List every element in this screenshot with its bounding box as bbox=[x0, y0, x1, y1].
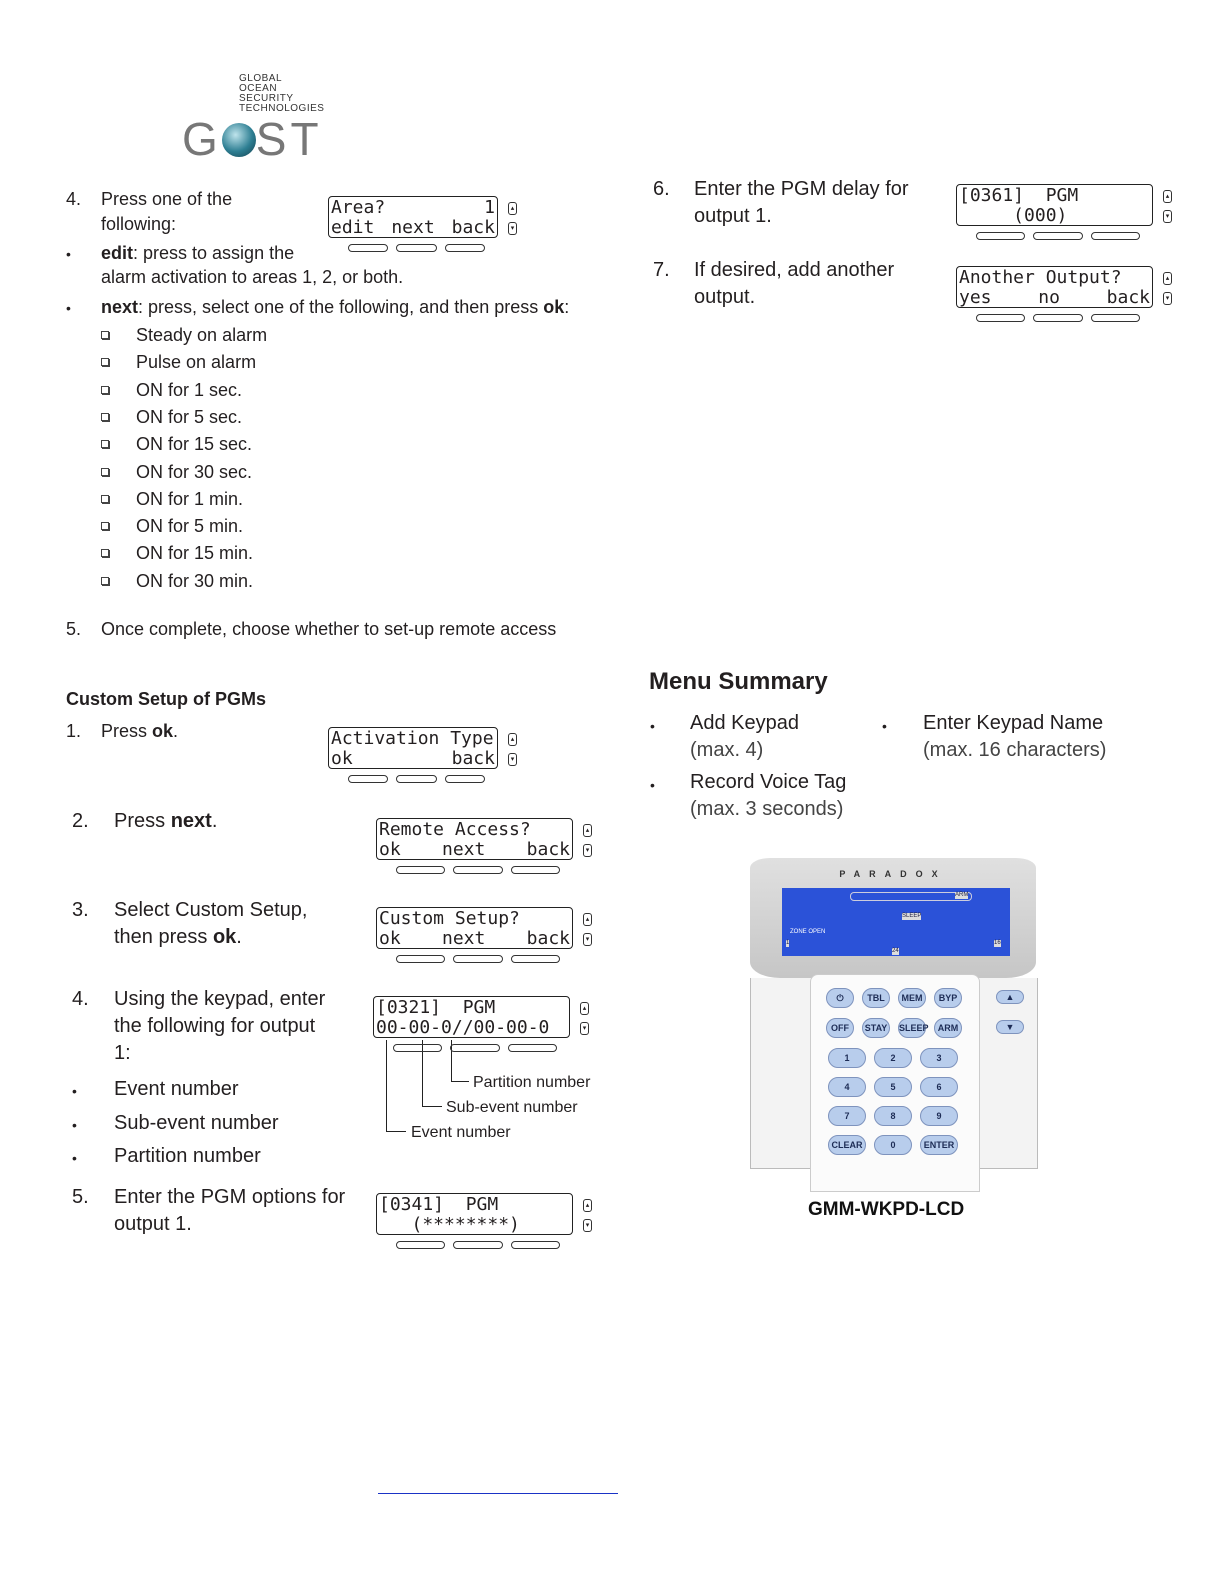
screen-label: 16 bbox=[994, 940, 1001, 946]
scroll-down-icon: ▾ bbox=[583, 844, 592, 857]
lcd-softkey: ok bbox=[379, 839, 401, 860]
lcd-line: [0341] PGM bbox=[379, 1194, 499, 1215]
keypad-key: 2 bbox=[874, 1048, 912, 1068]
square-bullet-icon bbox=[101, 358, 109, 366]
keypad-key: BYP bbox=[934, 988, 962, 1008]
screen-label: ZONE OPEN bbox=[790, 929, 826, 935]
logo-tagline: GLOBAL bbox=[239, 73, 283, 84]
lcd-softkey: ok bbox=[331, 748, 353, 769]
bullet: • bbox=[72, 1083, 77, 1099]
scroll-down-icon: ▾ bbox=[583, 933, 592, 946]
square-bullet-icon bbox=[101, 413, 109, 421]
logo-tagline: OCEAN bbox=[239, 83, 278, 94]
menu-item-note: (max. 3 seconds) bbox=[690, 798, 844, 820]
callout-label: Partition number bbox=[473, 1074, 591, 1091]
step-text: If desired, add another bbox=[694, 259, 895, 281]
keypad-key: ENTER bbox=[920, 1135, 958, 1155]
lcd-softkey: back bbox=[451, 217, 495, 238]
softkey-button bbox=[393, 1044, 442, 1052]
scroll-up-icon: ▴ bbox=[583, 1199, 592, 1212]
lcd-line: [0361] PGM bbox=[959, 185, 1079, 206]
step-number: 5. bbox=[72, 1186, 89, 1208]
step-text: Once complete, choose whether to set-up remote access bbox=[101, 619, 557, 639]
square-bullet-icon bbox=[101, 331, 109, 339]
section-heading: Custom Setup of PGMs bbox=[66, 689, 267, 709]
softkey-button bbox=[396, 866, 445, 874]
square-bullet-icon bbox=[101, 577, 109, 585]
softkey-button bbox=[348, 775, 388, 783]
keypad-key: ⏻ bbox=[826, 988, 854, 1008]
menu-item: Enter Keypad Name bbox=[923, 712, 1104, 734]
softkey-button bbox=[1091, 232, 1140, 240]
softkey-button bbox=[1091, 314, 1140, 322]
lcd-softkey: ok bbox=[379, 928, 401, 949]
softkey-button bbox=[511, 1241, 560, 1249]
section-heading: Menu Summary bbox=[649, 668, 828, 695]
scroll-down-key: ▼ bbox=[996, 1020, 1024, 1034]
logo-tagline: SECURITY bbox=[239, 93, 294, 104]
screen-label: 24 bbox=[892, 948, 899, 954]
menu-item: Record Voice Tag bbox=[690, 771, 847, 793]
alarm-option: ON for 5 min. bbox=[136, 516, 244, 537]
edit-option: edit: press to assign the bbox=[101, 243, 295, 263]
keypad-key: 3 bbox=[920, 1048, 958, 1068]
square-bullet-icon bbox=[101, 522, 109, 530]
softkey-button bbox=[511, 955, 560, 963]
screen-label: ARM bbox=[955, 892, 969, 898]
softkey-button bbox=[1033, 232, 1082, 240]
scroll-up-icon: ▴ bbox=[1163, 190, 1172, 203]
callout-label: Event number bbox=[411, 1124, 511, 1141]
softkey-button bbox=[453, 955, 502, 963]
bullet: • bbox=[66, 300, 71, 316]
lcd-line: Area? bbox=[331, 197, 386, 218]
hyperlink-underline[interactable] bbox=[378, 1493, 618, 1494]
softkey-button bbox=[508, 1044, 557, 1052]
menu-item: Add Keypad bbox=[690, 712, 799, 734]
step-text: Enter the PGM options for bbox=[114, 1186, 346, 1208]
step-text: Press one of the bbox=[101, 189, 233, 209]
alarm-option: ON for 30 sec. bbox=[136, 461, 253, 482]
alarm-option: ON for 15 min. bbox=[136, 543, 254, 564]
step-text: Select Custom Setup, bbox=[114, 899, 308, 921]
lcd-softkey: back bbox=[451, 748, 495, 769]
keypad-key: MEM bbox=[898, 988, 926, 1008]
menu-item-note: (max. 4) bbox=[690, 739, 764, 761]
logo-tagline: TECHNOLOGIES bbox=[239, 103, 325, 114]
lcd-line: Remote Access? bbox=[379, 819, 531, 840]
step-text: 1: bbox=[114, 1042, 131, 1064]
lcd-softkey: next bbox=[441, 839, 486, 860]
lcd-softkey: (********) bbox=[379, 1214, 520, 1235]
keypad-key: SLEEP bbox=[898, 1018, 926, 1038]
scroll-down-icon: ▾ bbox=[1163, 210, 1172, 223]
square-bullet-icon bbox=[101, 440, 109, 448]
keypad-screen bbox=[782, 888, 1010, 956]
step-text: Using the keypad, enter bbox=[114, 988, 326, 1010]
lcd-softkey: edit bbox=[331, 217, 375, 238]
alarm-option: ON for 30 min. bbox=[136, 570, 254, 591]
list-item: Event number bbox=[114, 1078, 239, 1100]
list-item: Partition number bbox=[114, 1145, 261, 1167]
step-text: Press next. bbox=[114, 810, 218, 832]
alarm-option: Pulse on alarm bbox=[136, 352, 257, 373]
next-option: next: press, select one of the following, and then press ok: bbox=[101, 297, 570, 317]
lcd-softkey: next bbox=[391, 217, 435, 238]
square-bullet-icon bbox=[101, 386, 109, 394]
softkey-button bbox=[348, 244, 388, 252]
keypad-key: OFF bbox=[826, 1018, 854, 1038]
lcd-softkey: 00-00-0//00-00-0 bbox=[376, 1017, 550, 1038]
alarm-option: ON for 15 sec. bbox=[136, 434, 253, 455]
step-text: Enter the PGM delay for bbox=[694, 178, 909, 200]
softkey-button bbox=[396, 1241, 445, 1249]
step-number: 6. bbox=[653, 178, 670, 200]
keypad-key: 5 bbox=[874, 1077, 912, 1097]
step-number: 4. bbox=[72, 988, 89, 1010]
alarm-option: Steady on alarm bbox=[136, 325, 268, 345]
bullet: • bbox=[66, 246, 71, 262]
keypad-key: 1 bbox=[828, 1048, 866, 1068]
scroll-down-icon: ▾ bbox=[1163, 292, 1172, 305]
bullet: • bbox=[72, 1150, 77, 1166]
alarm-option: ON for 5 sec. bbox=[136, 406, 243, 427]
softkey-button bbox=[396, 244, 436, 252]
softkey-button bbox=[453, 866, 502, 874]
keypad-key: 8 bbox=[874, 1106, 912, 1126]
softkey-button bbox=[1033, 314, 1082, 322]
screen-label: SLEEP bbox=[902, 913, 922, 919]
softkey-button bbox=[450, 1044, 499, 1052]
logo-wordmark: G ST bbox=[182, 113, 323, 165]
square-bullet-icon bbox=[101, 468, 109, 476]
scroll-down-icon: ▾ bbox=[508, 753, 517, 766]
step-text: Press ok. bbox=[101, 721, 179, 741]
alarm-option: ON for 1 sec. bbox=[136, 379, 243, 400]
lcd-softkey: next bbox=[441, 928, 486, 949]
step-number: 4. bbox=[66, 189, 82, 209]
lcd-softkey: back bbox=[526, 839, 570, 860]
step-text: output 1. bbox=[114, 1213, 192, 1235]
image-caption: GMM-WKPD-LCD bbox=[808, 1199, 965, 1220]
lcd-softkey: (000) bbox=[959, 205, 1068, 226]
keypad-key: 7 bbox=[828, 1106, 866, 1126]
softkey-button bbox=[511, 866, 560, 874]
scroll-up-key: ▲ bbox=[996, 990, 1024, 1004]
square-bullet-icon bbox=[101, 549, 109, 557]
scroll-down-icon: ▾ bbox=[508, 222, 517, 235]
lcd-softkey: yes bbox=[959, 287, 992, 308]
scroll-up-icon: ▴ bbox=[1163, 272, 1172, 285]
softkey-button bbox=[396, 775, 436, 783]
screen-label: 1 bbox=[786, 940, 790, 946]
softkey-button bbox=[453, 1241, 502, 1249]
scroll-down-icon: ▾ bbox=[583, 1219, 592, 1232]
edit-description: alarm activation to areas 1, 2, or both. bbox=[101, 267, 404, 287]
keypad-key: 0 bbox=[874, 1135, 912, 1155]
lcd-line: Activation Type bbox=[331, 728, 494, 749]
keypad-key: 9 bbox=[920, 1106, 958, 1126]
scroll-down-icon: ▾ bbox=[580, 1022, 589, 1035]
keypad-key: ARM bbox=[934, 1018, 962, 1038]
alarm-option: ON for 1 min. bbox=[136, 488, 244, 509]
lcd-line: [0321] PGM bbox=[376, 997, 496, 1018]
keypad-key: CLEAR bbox=[828, 1135, 866, 1155]
callout-label: Sub-event number bbox=[446, 1099, 578, 1116]
softkey-button bbox=[396, 955, 445, 963]
menu-item-note: (max. 16 characters) bbox=[923, 739, 1107, 761]
step-text: output 1. bbox=[694, 205, 772, 227]
scroll-up-icon: ▴ bbox=[508, 733, 517, 746]
bullet: • bbox=[72, 1117, 77, 1133]
softkey-button bbox=[976, 232, 1025, 240]
lcd-softkey: no bbox=[1038, 287, 1060, 308]
step-number: 3. bbox=[72, 899, 89, 921]
bullet: • bbox=[882, 718, 887, 734]
lcd-line: 1 bbox=[484, 197, 495, 218]
step-number: 2. bbox=[72, 810, 89, 832]
lcd-softkey: back bbox=[1106, 287, 1150, 308]
step-text: following: bbox=[101, 214, 177, 234]
softkey-button bbox=[445, 244, 485, 252]
list-item: Sub-event number bbox=[114, 1112, 279, 1134]
keypad-key: 4 bbox=[828, 1077, 866, 1097]
step-number: 7. bbox=[653, 259, 670, 281]
step-number: 1. bbox=[66, 721, 82, 741]
step-text: output. bbox=[694, 286, 756, 308]
step-number: 5. bbox=[66, 619, 82, 639]
scroll-up-icon: ▴ bbox=[508, 202, 517, 215]
lcd-line: Another Output? bbox=[959, 267, 1122, 288]
softkey-button bbox=[445, 775, 485, 783]
keypad-key: STAY bbox=[862, 1018, 890, 1038]
keypad-image bbox=[750, 858, 1036, 1190]
softkey-button bbox=[976, 314, 1025, 322]
scroll-up-icon: ▴ bbox=[580, 1002, 589, 1015]
bullet: • bbox=[650, 718, 655, 734]
bullet: • bbox=[650, 777, 655, 793]
keypad-key: 6 bbox=[920, 1077, 958, 1097]
step-text: the following for output bbox=[114, 1015, 316, 1037]
step-text: then press ok. bbox=[114, 926, 242, 948]
keypad-brand: PARADOX bbox=[839, 869, 947, 879]
keypad-key: TBL bbox=[862, 988, 890, 1008]
square-bullet-icon bbox=[101, 495, 109, 503]
lcd-softkey: back bbox=[526, 928, 570, 949]
lcd-line: Custom Setup? bbox=[379, 908, 520, 929]
scroll-up-icon: ▴ bbox=[583, 824, 592, 837]
scroll-up-icon: ▴ bbox=[583, 913, 592, 926]
